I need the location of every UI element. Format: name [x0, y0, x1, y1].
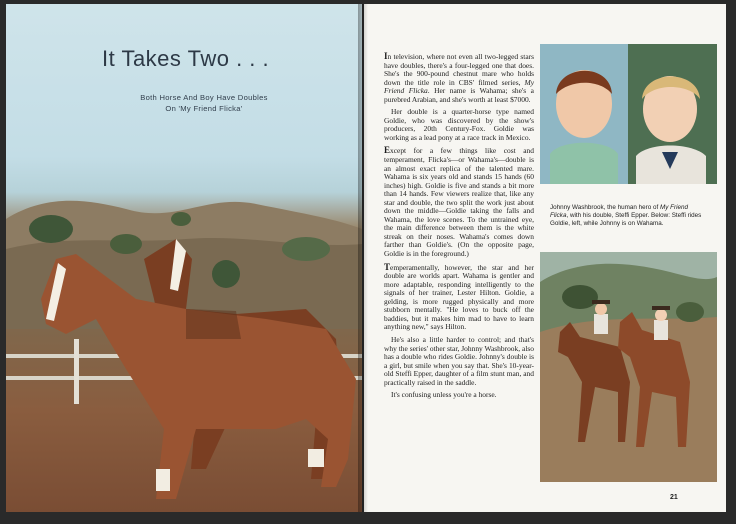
article-text: n television, where not even all two-legged stars have doubles, there's a four-legged one that does. She's the 900-pound chestnut mare who holds down the title role in CBS' filmed series, [384, 52, 534, 87]
riders-photo [540, 252, 717, 482]
right-page [364, 4, 726, 512]
two-horses-illustration [36, 229, 356, 499]
caption-text: , with his double, Steffi Epper. Below: Steffi rides Goldie, left, while Johnny is on Wahama. [550, 212, 702, 227]
subtitle-line-2: On 'My Friend Flicka' [165, 104, 243, 113]
article-body [384, 52, 534, 404]
two-boys-illustration [540, 44, 717, 184]
page-gutter [358, 4, 368, 512]
page-number: 21 [670, 494, 678, 501]
article-paragraph: Her double is a quarter-horse type named Goldie, who was discovered by the show's producers, 20th Century-Fox. Goldie was working as a lead pony at a race track in Mexico. [384, 107, 534, 142]
article-paragraph [384, 146, 534, 258]
caption-text: Johnny Washbrook, the human hero of [550, 204, 661, 211]
drop-cap: I [384, 51, 388, 61]
article-paragraph: He's also a little harder to control; and that's why the series' other star, Johnny Washbrook, also has a double who rides Goldie. Johnny's double is a girl, but smile when you say that. She's 10-year-old Steffi Epper, daughter of a film stunt man, and practically raised in the saddle. [384, 334, 534, 387]
drop-cap: T [384, 261, 391, 272]
article-text: xcept for a few things like cost and temperament, Flicka's—or Wahama's—double is an almost exact replica of the talented mare. Wahama is six years old and stands 15 hands (60 inches) high. Goldie is five and stands a bit more than 14 hands. Few viewers realize that, like any star and double, the two split the work just about down the middle—Goldie taking the falls and Wahama, the love scenes. To the untrained eye, the main difference between them is the white streak on their noses. Wahama's comes down farther than Goldie's. (On the opposite page, Goldie is in the foreground.) [384, 146, 534, 259]
article-paragraph [384, 263, 534, 332]
article-title: It Takes Two . . . [102, 46, 270, 71]
article-paragraph [384, 52, 534, 104]
left-page-photo [6, 4, 362, 512]
photo-caption [550, 204, 706, 228]
show-title: My Friend Flicka [384, 77, 534, 96]
caption-show-title: My Friend Flicka [550, 204, 689, 219]
article-text: emperamentally, however, the star and her double are worlds apart. Wahama is gentler and more adaptable, responding intelligently to the signals of her trainer, Lester Hilton. Goldie, a gelding, is more rugged physically and more stubborn mentally. "He loves to buck off the baddies, but it makes him mad to have to learn anything new," says Hilton. [384, 262, 534, 332]
subtitle-line-1: Both Horse And Boy Have Doubles [140, 93, 268, 102]
riders-illustration [540, 252, 717, 482]
article-subtitle [106, 92, 302, 114]
drop-cap: E [384, 145, 391, 156]
article-paragraph: It's confusing unless you're a horse. [391, 390, 497, 400]
portrait-photo [540, 44, 717, 184]
article-text: . Her name is Wahama; she's a purebred Arabian, and she's worth at least $7000. [384, 86, 534, 104]
